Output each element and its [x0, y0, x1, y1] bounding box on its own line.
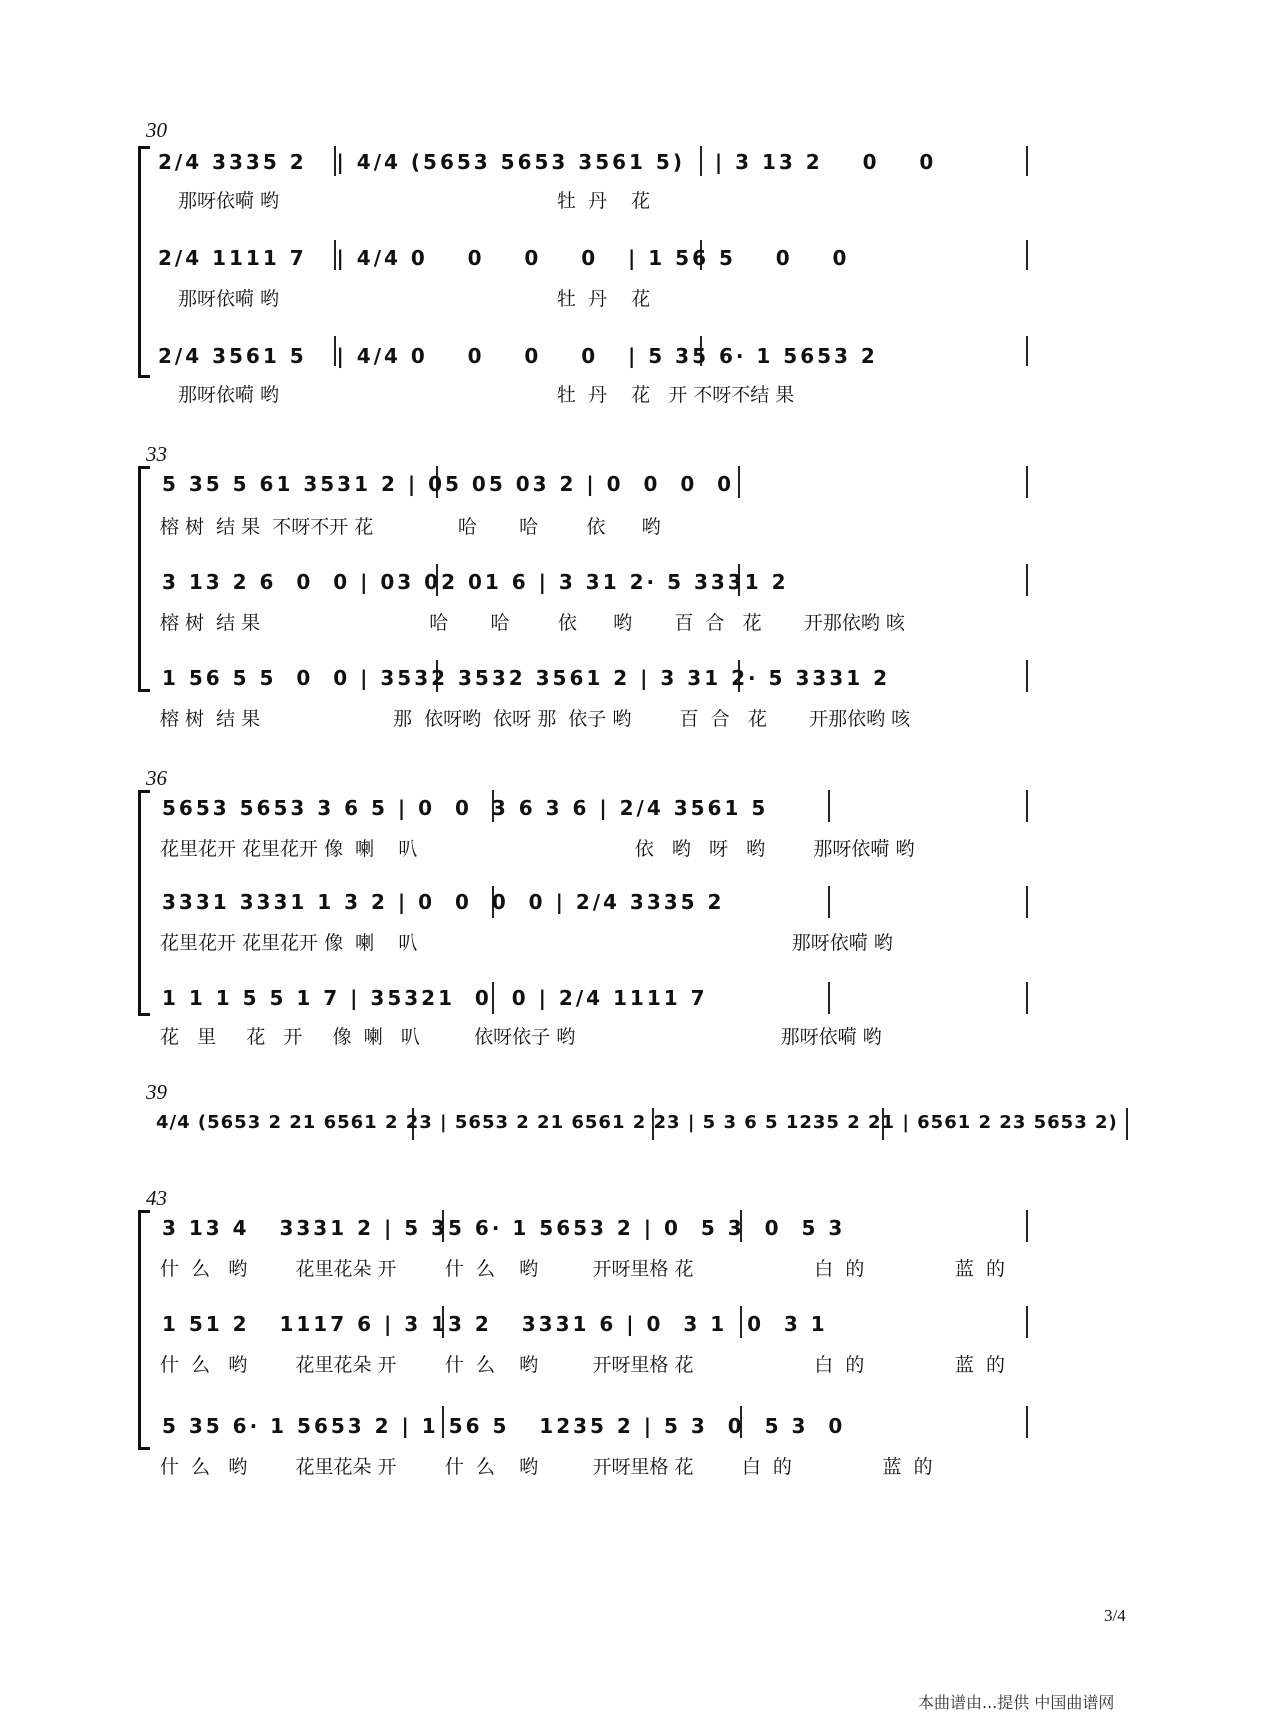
barline	[828, 790, 830, 822]
staff-notes: 3 13 2 6 0 0 | 03 02 01 6 | 3 31 2· 5 3331 2	[162, 570, 789, 594]
measure-number: 39	[146, 1080, 167, 1104]
measure-number: 43	[146, 1186, 167, 1210]
barline	[1026, 1406, 1028, 1438]
staff-notes: 1 51 2 1117 6 | 3 13 2 3331 6 | 0 3 1 0 3 1	[162, 1312, 828, 1336]
barline	[828, 886, 830, 918]
measure-number: 33	[146, 442, 167, 466]
staff-lyrics: 花 里 花 开 像 喇 叭 依呀依子 哟 那呀依嗬 哟	[160, 1026, 882, 1048]
staff-notes: 3331 3331 1 3 2 | 0 0 0 0 | 2/4 3335 2	[162, 890, 725, 914]
system-bracket	[138, 790, 153, 1016]
page-number: 3/4	[1104, 1606, 1126, 1625]
staff-lyrics: 什 么 哟 花里花朵 开 什 么 哟 开呀里格 花 白 的 蓝 的	[160, 1354, 1006, 1376]
staff-notes: 2/4 3561 5 | 4/4 0 0 0 0 | 5 35 6· 1 5653 2	[158, 344, 878, 368]
measure-number: 30	[146, 118, 167, 142]
staff-notes: 3 13 4 3331 2 | 5 35 6· 1 5653 2 | 0 5 3 0 5 3	[162, 1216, 846, 1240]
system-bracket	[138, 1210, 153, 1450]
staff-notes: 1 56 5 5 0 0 | 3532 3532 3561 2 | 3 31 2· 5 3331 2	[162, 666, 890, 690]
staff-lyrics: 榕 树 结 果 不呀不开 花 哈 哈 依 哟	[160, 516, 661, 538]
staff-notes: 5653 5653 3 6 5 | 0 0 3 6 3 6 | 2/4 3561 5	[162, 796, 769, 820]
footer-watermark: 本曲谱由...提供 中国曲谱网	[918, 1693, 1115, 1712]
barline	[1026, 790, 1028, 822]
staff-lyrics: 榕 树 结 果 那 依呀哟 依呀 那 依子 哟 百 合 花 开那依哟 咳	[160, 708, 911, 730]
barline	[1026, 1210, 1028, 1242]
staff-lyrics: 那呀依嗬 哟 牡 丹 花	[178, 288, 651, 310]
staff-lyrics: 什 么 哟 花里花朵 开 什 么 哟 开呀里格 花 白 的 蓝 的	[160, 1456, 933, 1478]
barline	[1026, 982, 1028, 1014]
system-30	[146, 118, 1134, 406]
staff-notes: 1 1 1 5 5 1 7 | 35321 0 0 | 2/4 1111 7	[162, 986, 708, 1010]
staff-lyrics: 那呀依嗬 哟 牡 丹 花 开 不呀不结 果	[178, 384, 795, 406]
staff-notes: 2/4 3335 2 | 4/4 (5653 5653 3561 5) | 3 13 2 0 0	[158, 150, 937, 174]
barline	[1026, 660, 1028, 692]
barline	[1026, 564, 1028, 596]
staff-lyrics: 花里花开 花里花开 像 喇 叭 依 哟 呀 哟 那呀依嗬 哟	[160, 838, 915, 860]
barline	[1026, 1306, 1028, 1338]
system-bracket	[138, 466, 153, 692]
staff-lyrics: 榕 树 结 果 哈 哈 依 哟 百 合 花 开那依哟 咳	[160, 612, 905, 634]
barline	[1026, 336, 1028, 366]
barline	[1026, 146, 1028, 176]
system-43	[148, 1186, 1134, 1476]
system-33	[146, 442, 1134, 730]
system-39	[148, 1080, 1134, 1160]
system-36	[146, 766, 1134, 1048]
barline	[1026, 886, 1028, 918]
barline	[738, 466, 740, 498]
measure-number: 36	[146, 766, 167, 790]
staff-lyrics: 什 么 哟 花里花朵 开 什 么 哟 开呀里格 花 白 的 蓝 的	[160, 1258, 1006, 1280]
staff-notes: 4/4 (5653 2 21 6561 2 23 | 5653 2 21 6561 2 23 | 5 3 6 5 1235 2 21 | 6561 2 23 5653 2)	[156, 1112, 1118, 1133]
staff-notes: 5 35 6· 1 5653 2 | 1 56 5 1235 2 | 5 3 0 5 3 0	[162, 1414, 846, 1438]
system-bracket	[138, 146, 153, 378]
barline	[1126, 1108, 1128, 1140]
barline	[828, 982, 830, 1014]
barline	[1026, 240, 1028, 270]
barline	[1026, 466, 1028, 498]
staff-lyrics: 花里花开 花里花开 像 喇 叭 那呀依嗬 哟	[160, 932, 893, 954]
staff-lyrics: 那呀依嗬 哟 牡 丹 花	[178, 190, 651, 212]
staff-notes: 2/4 1111 7 | 4/4 0 0 0 0 | 1 56 5 0 0	[158, 246, 850, 270]
staff-notes: 5 35 5 61 3531 2 | 05 05 03 2 | 0 0 0 0	[162, 472, 735, 496]
